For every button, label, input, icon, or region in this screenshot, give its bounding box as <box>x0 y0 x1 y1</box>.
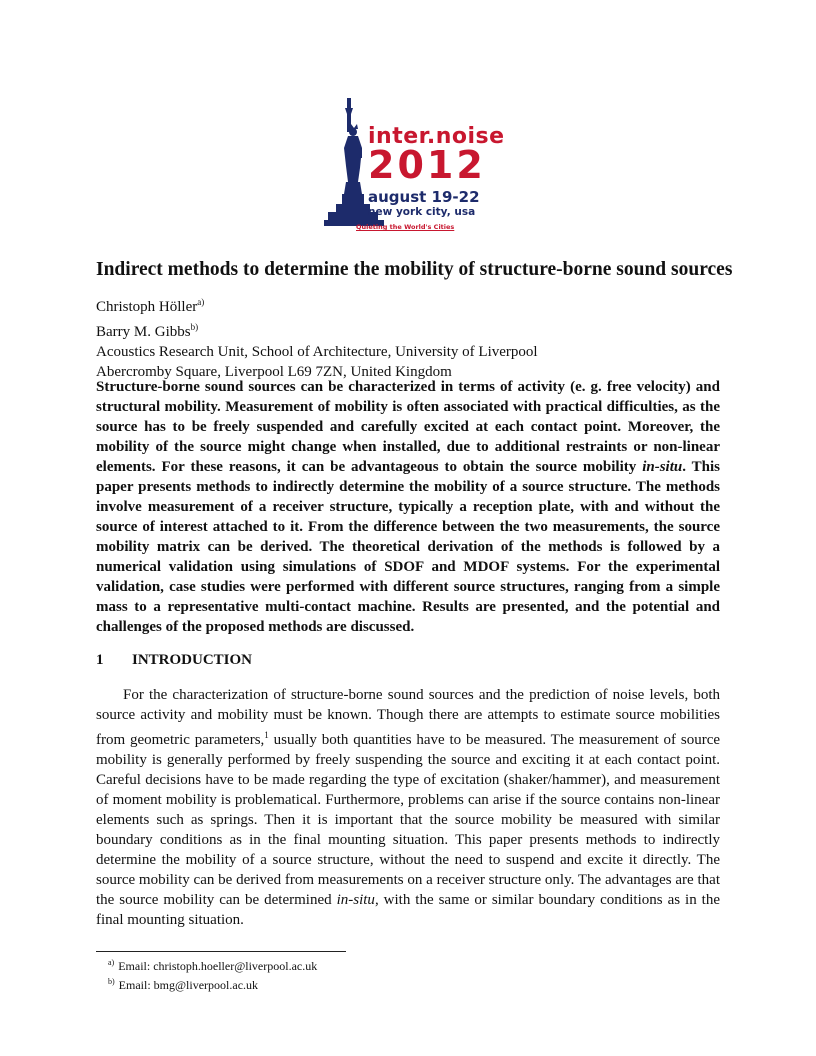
address: Abercromby Square, Liverpool L69 7ZN, United Kingdom <box>96 364 452 380</box>
paper-title: Indirect methods to determine the mobility of structure-borne sound sources <box>96 259 733 280</box>
author-footnote-mark: b) <box>190 322 199 332</box>
footnote-mark: a) <box>108 958 115 967</box>
logo-title: inter.noise <box>368 124 505 149</box>
citation-ref: 1 <box>264 730 269 740</box>
logo-tagline: Quieting the World's Cities <box>356 223 455 231</box>
author-name: Barry M. Gibbs <box>96 324 191 340</box>
author-footnote-mark: a) <box>197 297 205 307</box>
abstract-emphasis: in-situ <box>642 459 683 475</box>
footnote-mark: b) <box>108 977 115 986</box>
section-title: INTRODUCTION <box>132 652 253 668</box>
footnote-rule <box>96 951 346 952</box>
abstract-text: Structure-borne sound sources can be characterized in terms of activity (e. g. free velocity) and structural mobility. Measurement of mobility is often associated with practical difficulties, as the source has to be freely suspended and carefully excited at each contact point. Moreover, the mobility of the source might change when installed, due to additional restraints or non-linear elements. For these reasons, it can be advantageous to obtain the source mobility <box>96 379 720 475</box>
affiliation: Acoustics Research Unit, School of Architecture, University of Liverpool <box>96 344 538 360</box>
intro-paragraph <box>96 685 720 930</box>
footnotes <box>108 955 317 993</box>
footnote <box>108 955 317 974</box>
logo-location: new york city, usa <box>368 206 476 218</box>
author-line <box>96 292 538 317</box>
footnote-email: Email: bmg@liverpool.ac.uk <box>118 978 259 992</box>
footnote-email: Email: christoph.hoeller@liverpool.ac.uk <box>118 959 318 973</box>
intro-text: For the characterization of structure-borne sound sources and the prediction of noise levels, both source activity and mobility must be known. Though there are attempts to estimate source mobilities from geometric parameters, <box>96 687 720 748</box>
abstract <box>96 377 720 637</box>
logo-year: 2012 <box>368 143 486 187</box>
intro-text-end: , with the same or similar boundary conditions as in the final mounting situation. <box>96 892 721 928</box>
footnote <box>108 974 317 993</box>
intro-text-cont: usually both quantities have to be measured. The measurement of source mobility is generally performed by freely suspending the source and exciting it at each contact point. Careful decisions have to be made regarding the type of excitation (shaker/hammer), and measurement of moment mobility is problematical. Furthermore, problems can arise if the source contains non-linear elements such as springs. Then it is important that the source mobility be measured with similar boundary conditions as in the final mounting situation. This paper presents methods to indirectly determine the mobility of a source structure, without the need to suspend and excite it directly. The source mobility can be derived from measurements on a receiver structure only. The advantages are that the source mobility can be determined <box>96 732 721 908</box>
intro-emphasis: in-situ <box>336 892 375 908</box>
section-heading <box>96 652 252 669</box>
section-number: 1 <box>96 652 104 668</box>
author-line <box>96 317 538 342</box>
conference-logo <box>320 96 505 236</box>
abstract-text-cont: . This paper presents methods to indirectly determine the mobility of a source structure. The methods involve measurement of a receiver structure, typically a reception plate, with and without the source of interest attached to it. From the difference between the two measurements, the source mobility matrix can be derived. The theoretical derivation of the methods is followed by a numerical validation using simulations of SDOF and MDOF systems. For the experimental validation, case studies were performed with different source structures, ranging from a simple mass to a representative multi-contact machine. Results are presented, and the potential and challenges of the proposed methods are discussed. <box>96 459 720 635</box>
logo-dates: august 19-22 <box>368 188 480 206</box>
author-name: Christoph Höller <box>96 299 198 315</box>
author-block <box>96 292 538 382</box>
